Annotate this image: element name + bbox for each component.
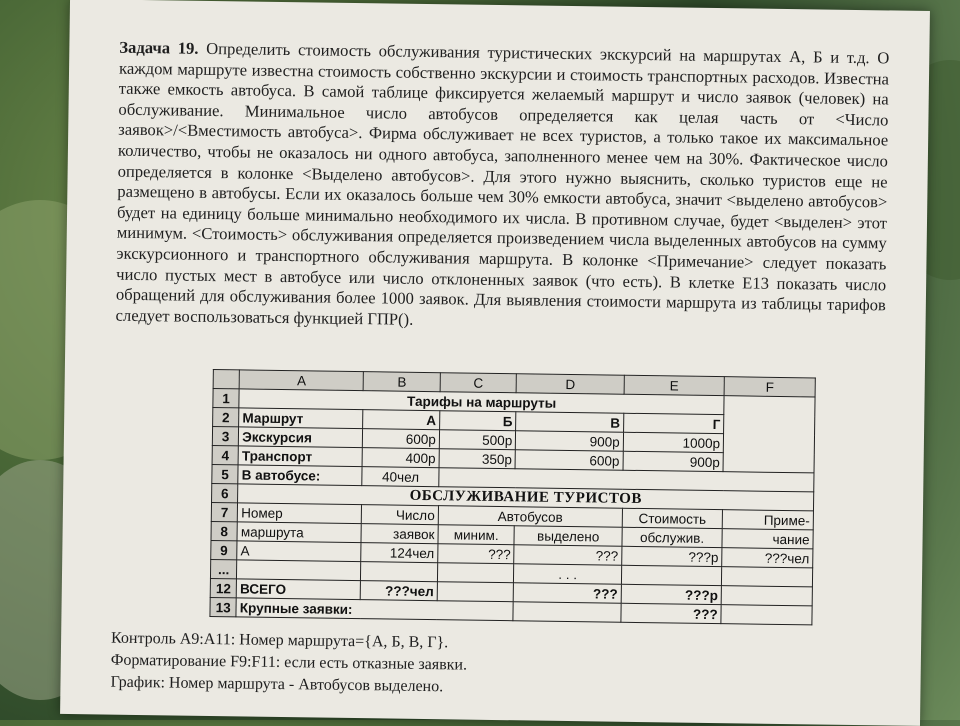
task-line: число заявок (человек) на обслуживание. Минимальное число автобусов определяется как целая	[118, 86, 889, 127]
cell: Маршрут	[239, 408, 363, 429]
row-number: 1	[213, 389, 240, 408]
cell: маршрута	[237, 522, 361, 543]
task-line: необходимого их числа. В противном случае, будет <выделен> этот минимум. <Стоимость>	[116, 206, 888, 245]
empty-cell	[237, 560, 361, 581]
row-number: 3	[212, 427, 239, 446]
corner-cell	[213, 370, 240, 389]
cell: Стоимость	[622, 508, 723, 528]
cell: 40чел	[362, 467, 439, 487]
note-line: График: Номер маршрута - Автобусов выделено.	[110, 673, 444, 696]
task-title: Задача 19.	[119, 37, 199, 58]
cell: Число	[362, 505, 439, 525]
row-number: 2	[213, 408, 240, 427]
column-header: A	[239, 370, 363, 391]
cell: 600р	[515, 450, 623, 470]
cell: ???р	[621, 584, 722, 604]
empty-cell	[513, 602, 621, 622]
column-header: F	[724, 377, 815, 397]
cell: А	[363, 410, 440, 430]
cell: 600р	[363, 429, 440, 449]
cell: 900р	[623, 451, 724, 471]
row-number: 7	[211, 503, 238, 522]
empty-cell	[361, 562, 438, 582]
task-line: часть от <Число заявок>/<Вместимость автобуса>. Фирма обслуживает не всех туристов, а только	[118, 108, 889, 148]
paper-sheet	[60, 0, 930, 726]
cell: ???р	[622, 546, 723, 566]
cell: А	[237, 541, 361, 562]
task-line: транспортного обслуживания маршрута. В колонке <Примечание> следует показать число пустых	[116, 245, 887, 285]
column-header: B	[364, 372, 441, 392]
task-line: емкости автобуса, значит <выделено автобусов> будет на единицу больше минимально	[116, 187, 888, 226]
row-number: 5	[212, 465, 239, 484]
notes	[110, 628, 871, 705]
cell: 1000р	[623, 432, 724, 452]
row-number: 8	[211, 522, 238, 541]
cell: 350р	[439, 449, 516, 469]
row-number: 9	[211, 541, 238, 560]
task-line: обслуживания определяется произведением числа выделенных автобусов на сумму экскурсионного и	[116, 225, 887, 265]
row-number: 4	[212, 446, 239, 465]
cell: чание	[722, 529, 813, 549]
cell: В	[516, 412, 624, 432]
column-header: E	[624, 375, 725, 395]
column-header: C	[440, 373, 517, 393]
cell: Приме-	[722, 510, 813, 530]
note-line: Контроль А9:А11: Номер маршрута={А, Б, В, Г}.	[111, 629, 449, 652]
cell: 900р	[516, 431, 624, 451]
service-table-title: ОБСЛУЖИВАНИЕ ТУРИСТОВ	[238, 484, 814, 511]
cell: обслужив.	[622, 527, 723, 547]
empty-cell	[721, 605, 812, 625]
empty-cell	[722, 567, 813, 587]
cell: Крупные заявки:	[236, 598, 513, 621]
cell: ???чел	[722, 548, 813, 568]
tariff-table-title: Тарифы на маршруты	[239, 389, 724, 415]
column-header: D	[516, 374, 624, 394]
task-line: на 30%. Фактическое число определяется в колонке <Выделено автобусов>. Для этого нужно	[117, 148, 888, 188]
cell: Б	[439, 411, 516, 431]
empty-cell	[437, 582, 514, 602]
row-number: 6	[212, 484, 239, 503]
row-number: 13	[210, 598, 237, 617]
empty-cell	[723, 396, 815, 473]
cell: ???чел	[361, 581, 438, 601]
spreadsheet-table	[209, 369, 815, 625]
cell: Автобусов	[438, 506, 622, 528]
cell: В автобусе:	[238, 465, 362, 486]
cell: ???	[621, 603, 722, 623]
task-line: мест в автобусе или число отклоненных заявок (что есть). В клетке Е13 показать число обращений для	[115, 265, 887, 306]
cell: 500р	[439, 430, 516, 450]
cell: Транспорт	[238, 446, 362, 467]
task-text	[115, 38, 889, 337]
cell: Номер	[238, 503, 362, 524]
task-line: такое их максимальное количество, чтобы не оказалось ни одного автобуса, заполненного менее чем	[117, 128, 889, 168]
task-line: Определить стоимость обслуживания туристических экскурсий на маршрутах А, Б	[206, 38, 823, 67]
task-line: расходов. Известна также емкость автобуса. В самой таблице фиксируется желаемый маршрут и	[118, 67, 890, 106]
empty-cell	[721, 586, 812, 606]
empty-cell	[437, 563, 514, 583]
task-line: выяснить, сколько туристов еще не размещено в автобусы. Если их оказалось больше чем 30%	[117, 168, 888, 207]
cell: выделено	[514, 526, 622, 546]
ellipsis-cell: . . .	[514, 564, 622, 584]
cell: ???	[438, 544, 515, 564]
cell: 400р	[363, 448, 440, 468]
cell: ВСЕГО	[236, 579, 360, 600]
task-line: воспользоваться функцией ГПР().	[173, 306, 414, 329]
cell: Экскурсия	[239, 427, 363, 448]
cell: миним.	[438, 525, 515, 545]
row-number: 12	[210, 579, 237, 598]
cell: Г	[623, 413, 724, 433]
cell: заявок	[361, 524, 438, 544]
task-line: и т.д. О каждом маршруте известна стоимость собственно экскурсии и стоимость транспортных	[118, 47, 890, 87]
note-line: Форматирование F9:F11: если есть отказные заявки.	[110, 651, 468, 674]
task-line: обслуживания более 1000 заявок. Для выявления стоимости маршрута из таблицы тарифов следует	[115, 286, 886, 326]
cell: 124чел	[361, 543, 438, 563]
row-number: ...	[210, 560, 237, 579]
empty-cell	[621, 565, 722, 585]
cell: ???	[514, 545, 622, 565]
cell: ???	[514, 583, 622, 603]
